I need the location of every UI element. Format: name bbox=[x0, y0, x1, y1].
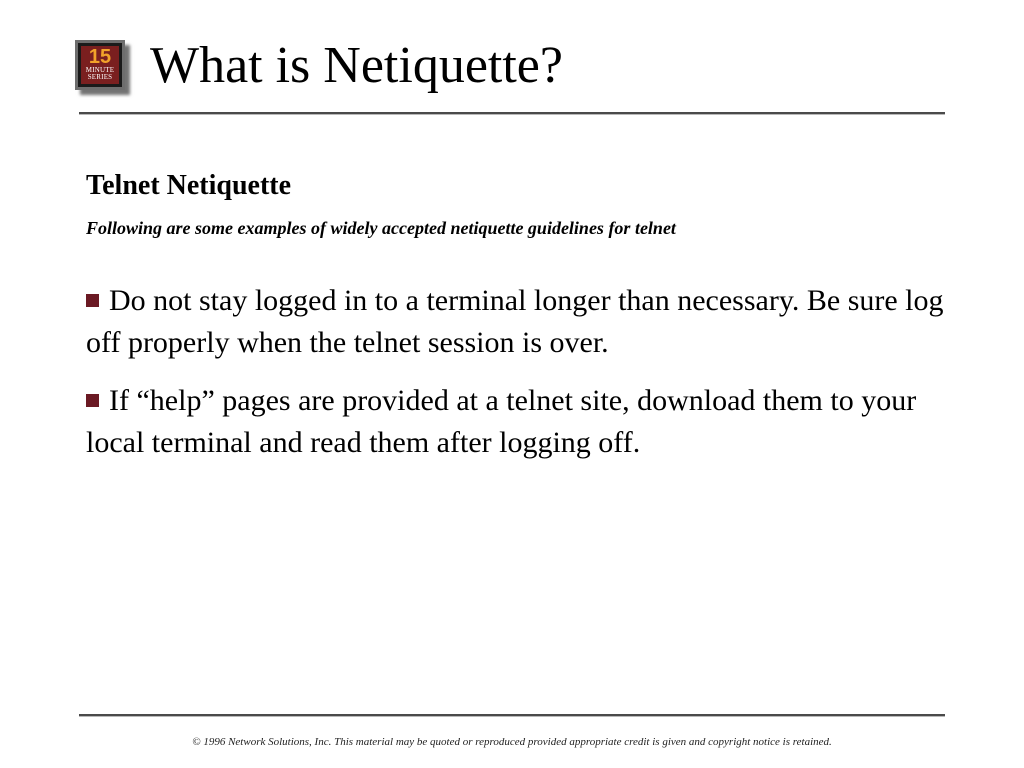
square-bullet-icon bbox=[86, 294, 99, 307]
series-logo bbox=[75, 40, 131, 98]
title-divider bbox=[79, 112, 945, 115]
square-bullet-icon bbox=[86, 394, 99, 407]
logo-text-series: SERIES bbox=[87, 73, 113, 81]
series-logo-inner bbox=[81, 46, 119, 84]
bullet-item bbox=[86, 380, 946, 464]
bullet-list bbox=[86, 280, 946, 480]
logo-text-minute: MINUTE bbox=[85, 66, 115, 74]
bullet-item bbox=[86, 280, 946, 364]
logo-number: 15 bbox=[88, 46, 112, 68]
footer-divider bbox=[79, 714, 945, 717]
slide-title: What is Netiquette? bbox=[150, 37, 563, 94]
bullet-text: Do not stay logged in to a terminal longer than necessary. Be sure log off properly when the telnet session is over. bbox=[86, 284, 944, 359]
intro-text: Following are some examples of widely accepted netiquette guidelines for telnet bbox=[86, 218, 676, 238]
series-logo-badge bbox=[75, 40, 125, 90]
copyright-footer: © 1996 Network Solutions, Inc. This material may be quoted or reproduced provided appropriate credit is given and copyright notice is retained. bbox=[192, 736, 832, 748]
bullet-text: If “help” pages are provided at a telnet site, download them to your local terminal and read them after logging off. bbox=[86, 384, 917, 459]
section-heading: Telnet Netiquette bbox=[86, 170, 292, 201]
